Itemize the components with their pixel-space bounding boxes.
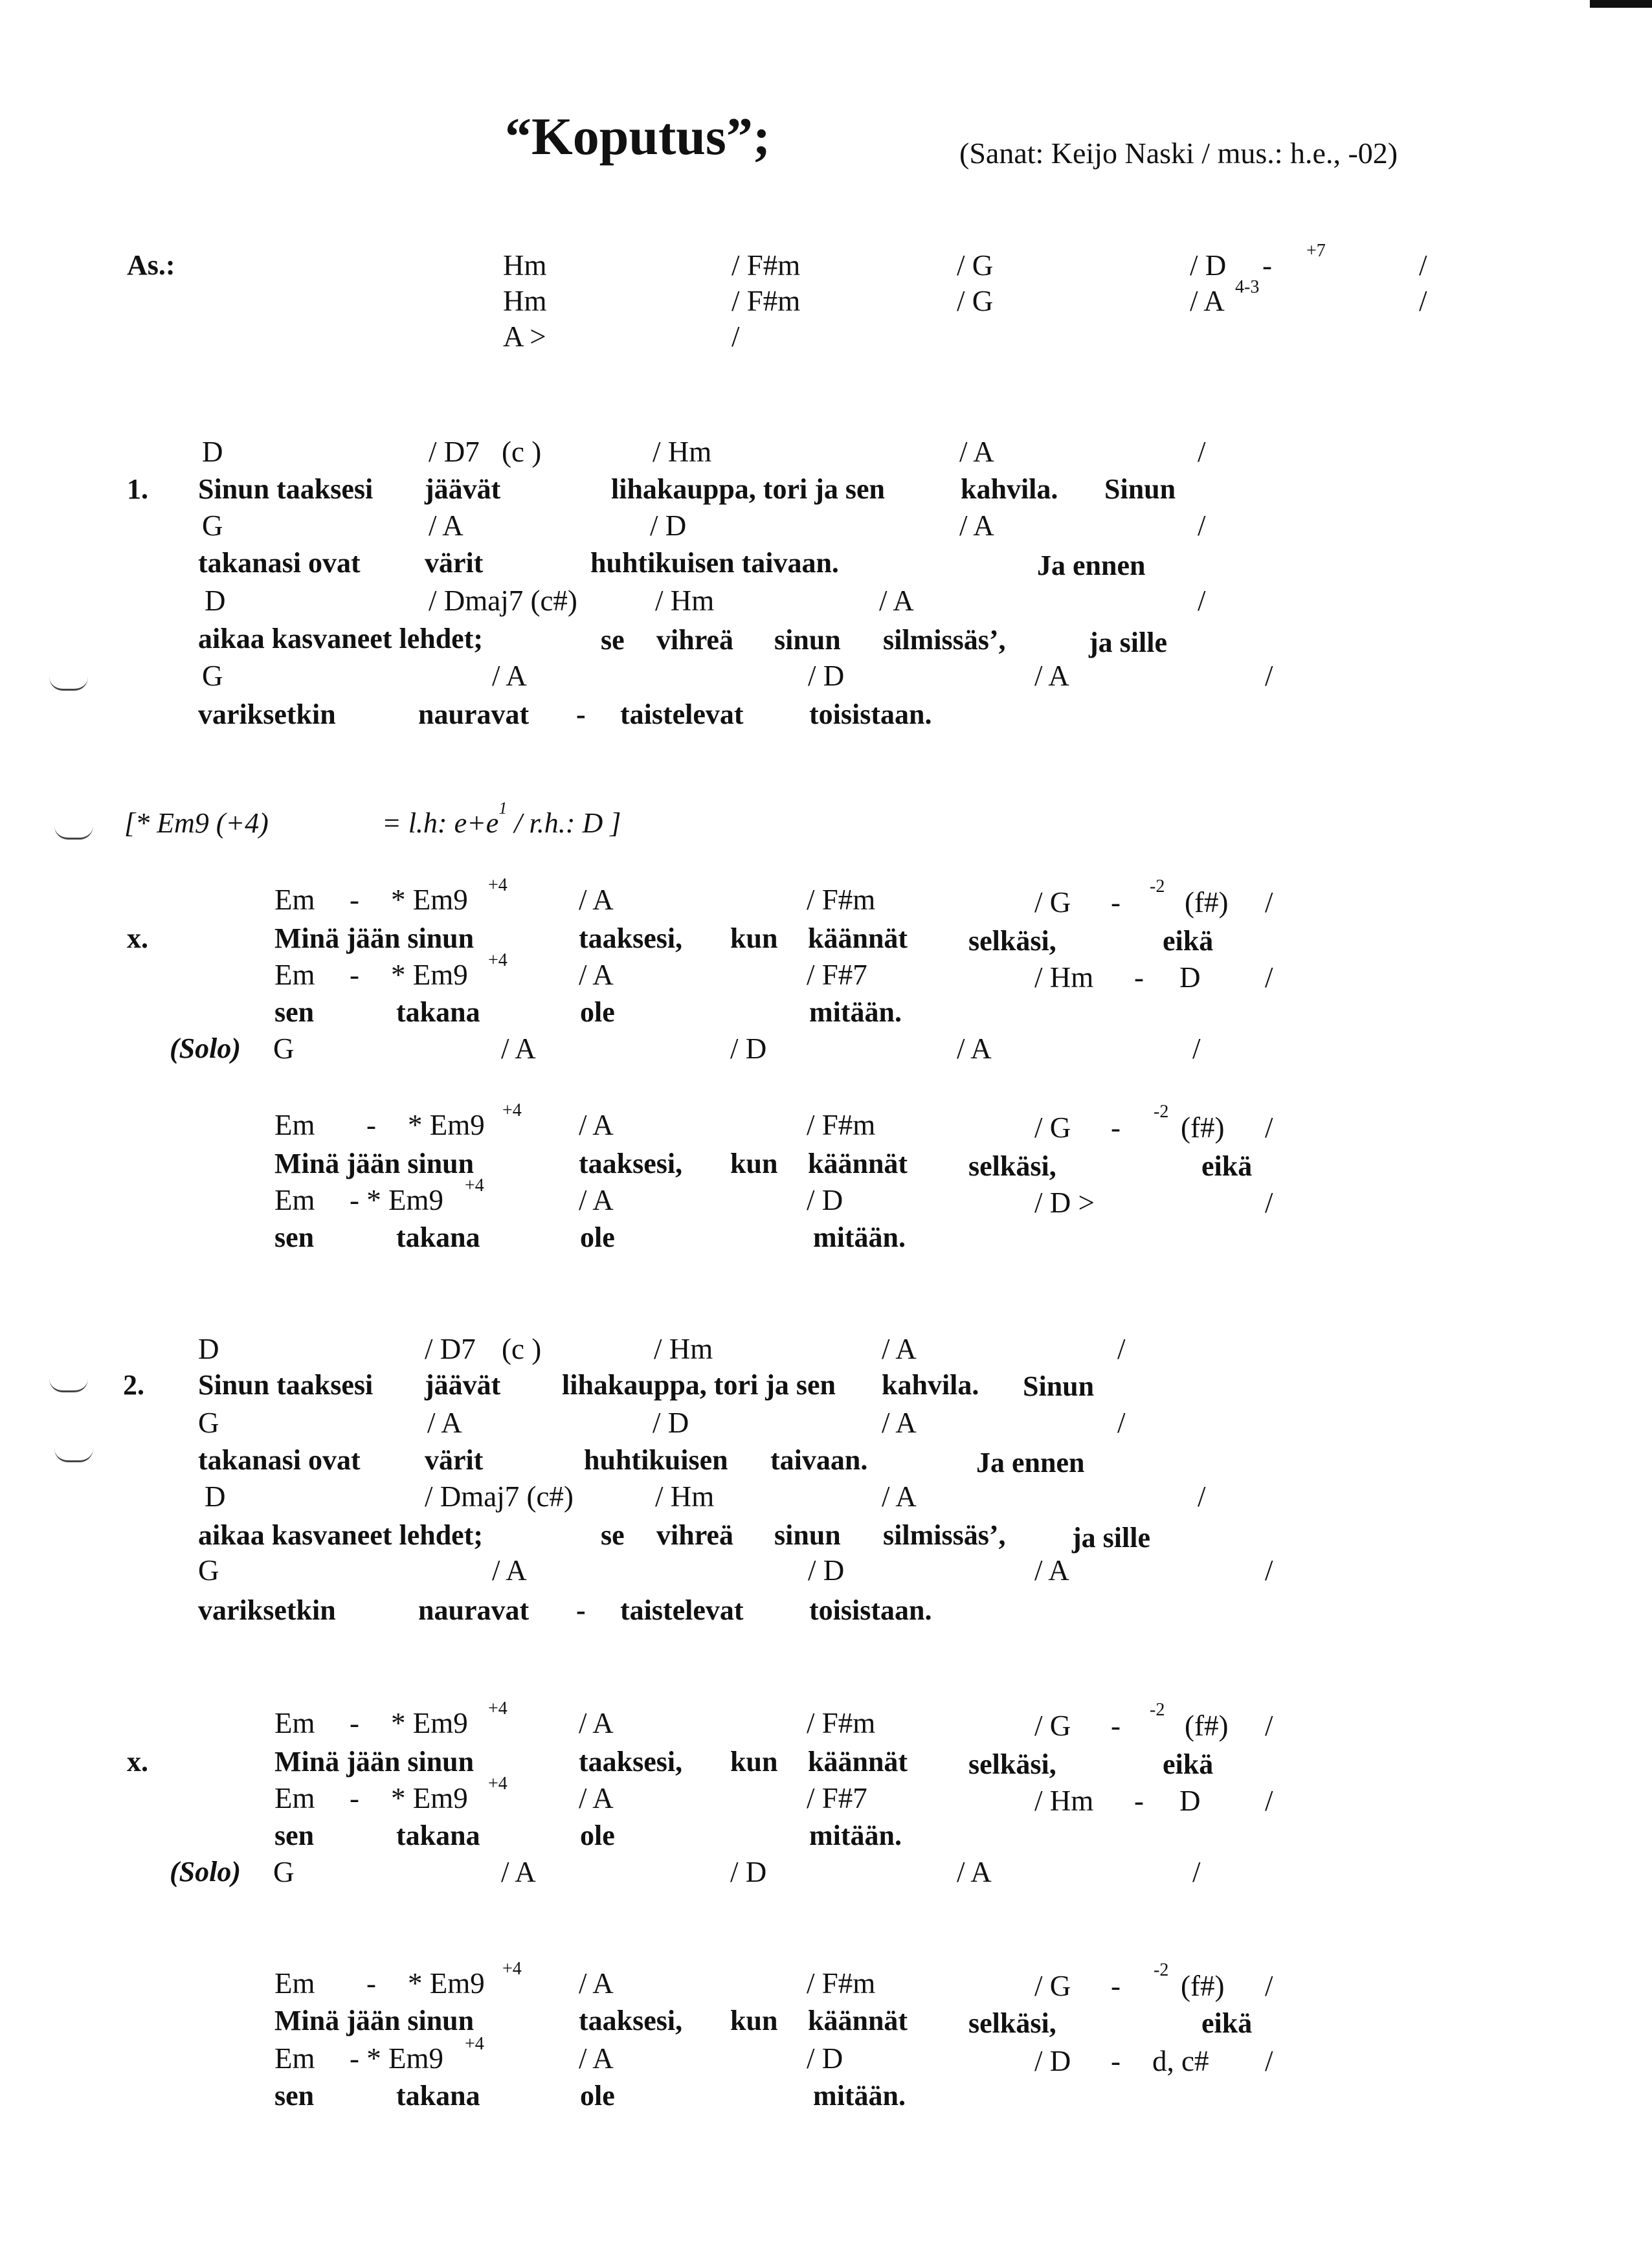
chord-extension: +4 (488, 1699, 508, 1719)
chord: * Em9 (408, 1967, 485, 2000)
lyric: taivaan. (770, 1444, 868, 1476)
chord-extension: +7 (1306, 241, 1326, 261)
chord: Em (274, 1967, 315, 2000)
chord: / G (1034, 886, 1071, 919)
chord: / A (1034, 1554, 1069, 1587)
chorus-label: x. (127, 1746, 148, 1778)
chord: / D (730, 1856, 767, 1888)
lyric: kun (730, 922, 778, 954)
chord: / A (882, 1480, 917, 1513)
chord: / F#m (807, 1109, 876, 1141)
chord: * Em9 (408, 1109, 485, 1141)
bar-line: / (1198, 509, 1206, 542)
chord: / D7 (425, 1333, 476, 1365)
chord: Hm (503, 285, 547, 317)
lyric: kahvila. (882, 1369, 979, 1401)
bar-line: / (1117, 1407, 1126, 1439)
lyric: selkäsi, (968, 925, 1056, 957)
lyric: Minä jään sinun (274, 1746, 474, 1778)
chord: / A (959, 436, 994, 468)
lyric: ole (580, 2080, 615, 2112)
chord: / F#m (731, 249, 801, 282)
chord: G (273, 1032, 295, 1065)
lyric: taaksesi, (579, 1148, 683, 1179)
lyric: lihakauppa, tori ja sen (562, 1369, 836, 1401)
lyric: kun (730, 2005, 778, 2036)
chord: / Hm (1034, 1785, 1094, 1817)
footnote-chord: [* Em9 (+4) (124, 807, 269, 839)
punch-mark (54, 826, 93, 840)
lyric: Minä jään sinun (274, 1148, 474, 1179)
chord: Hm (503, 249, 547, 282)
bar-line: / (1419, 249, 1427, 282)
bar-line: / (1198, 1480, 1206, 1513)
lyric: käännät (808, 2005, 908, 2036)
chord: / D (650, 509, 687, 542)
lyric: se (601, 1519, 625, 1551)
chord: * Em9 (391, 959, 468, 991)
chord: / A (579, 1707, 614, 1739)
lyric: jäävät (425, 473, 501, 505)
chord: / D (1034, 2045, 1071, 2077)
chord-dash: - (1111, 1710, 1121, 1742)
chord: / G (957, 285, 994, 317)
chord: / F#m (807, 884, 876, 916)
chord: / G (1034, 1710, 1071, 1742)
chord-dash: - (350, 1707, 359, 1739)
chord: - * Em9 (350, 2042, 443, 2075)
lyric: eikä (1201, 1150, 1253, 1182)
chord: G (273, 1856, 295, 1888)
lyric: eikä (1201, 2007, 1253, 2039)
chord: / Hm (655, 1480, 715, 1513)
chord: / D > (1034, 1187, 1095, 1219)
lyric: Ja ennen (1037, 550, 1146, 581)
lyric: aikaa kasvaneet lehdet; (198, 1519, 483, 1551)
verse-number: 2. (123, 1369, 144, 1401)
chord: Em (274, 959, 315, 991)
chord: Em (274, 1184, 315, 1216)
lyric: ja sille (1072, 1522, 1150, 1554)
chord: / D (653, 1407, 689, 1439)
lyric: taaksesi, (579, 2005, 683, 2036)
lyric: taistelevat (620, 698, 744, 730)
chord-extension: -2 (1150, 1700, 1165, 1720)
chord-extension: 4-3 (1235, 277, 1260, 297)
chord: / Hm (654, 1333, 713, 1365)
lyric: vihreä (656, 1519, 733, 1551)
chord-bass: (f#) (1185, 1710, 1229, 1742)
punch-mark (49, 1379, 88, 1392)
chord: Em (274, 2042, 315, 2075)
chord: / G (1034, 1970, 1071, 2002)
chord: / A (957, 1856, 992, 1888)
chord: D (1179, 1785, 1201, 1817)
chord: / D7 (429, 436, 480, 468)
chord: D (202, 436, 223, 468)
lyric: mitään. (813, 1221, 906, 1253)
chord: Em (274, 884, 315, 916)
footnote-tail: / r.h.: D ] (507, 807, 621, 839)
chord: / A (579, 1184, 614, 1216)
chord: * Em9 (391, 1707, 468, 1739)
lyric: käännät (808, 1746, 908, 1778)
lyric: Sinun (1104, 473, 1176, 505)
lyric: ja sille (1089, 627, 1167, 658)
lyric: takana (396, 2080, 480, 2112)
lyric: nauravat (418, 1594, 530, 1626)
bar-line: / (1198, 585, 1206, 617)
chord: - * Em9 (350, 1184, 443, 1216)
chord-bass: (c ) (502, 436, 542, 468)
chord: / Hm (653, 436, 712, 468)
chord: / D (730, 1032, 767, 1065)
lyric: sen (274, 1221, 315, 1253)
lyric: käännät (808, 922, 908, 954)
bar-line: / (1265, 961, 1273, 994)
chord: / A (579, 959, 614, 991)
bar-line: / (1265, 2045, 1273, 2077)
lyric: takana (396, 1221, 480, 1253)
bar-line: / (1192, 1032, 1201, 1065)
chord-extension: +4 (488, 950, 508, 970)
chord-extension: +4 (502, 1959, 522, 1979)
chord: / D (807, 1184, 843, 1216)
lyric: ole (580, 1221, 615, 1253)
punch-mark (49, 677, 88, 691)
corner-mark (1590, 0, 1652, 8)
lyric: Minä jään sinun (274, 2005, 474, 2036)
chord: / A (959, 509, 994, 542)
chord: / Hm (1034, 961, 1094, 994)
chorus-label: x. (127, 922, 148, 954)
chord: / Dmaj7 (c#) (425, 1480, 574, 1513)
lyric: käännät (808, 1148, 908, 1179)
chord-extension: -2 (1150, 876, 1165, 897)
chord: / D (808, 1554, 845, 1587)
chord-dash: - (1111, 1111, 1121, 1144)
credits: (Sanat: Keijo Naski / mus.: h.e., -02) (959, 137, 1398, 170)
lyric: kahvila. (961, 473, 1058, 505)
lyric: aikaa kasvaneet lehdet; (198, 623, 483, 654)
lyric: värit (425, 1444, 484, 1476)
bar-line: / (1265, 1111, 1273, 1144)
lyric: taaksesi, (579, 1746, 683, 1778)
chord-dash: - (1111, 1970, 1121, 2002)
lyric: takanasi ovat (198, 547, 361, 579)
lyric: variksetkin (198, 698, 336, 730)
song-title: “Koputus”; (505, 107, 771, 166)
chord: / A (879, 585, 914, 617)
chord: Em (274, 1782, 315, 1814)
chord: G (202, 509, 223, 542)
intro-label: As.: (127, 249, 175, 281)
bar-line: / (1419, 285, 1427, 317)
chord-dash: - (1111, 2045, 1121, 2077)
bar-line: / (1265, 1710, 1273, 1742)
chord-dash: - (1262, 249, 1272, 282)
chord: / D (1190, 249, 1227, 282)
chord: D (1179, 961, 1201, 994)
lyric: selkäsi, (968, 2007, 1056, 2039)
chord: / A (427, 1407, 462, 1439)
chord-bass: (f#) (1181, 1970, 1225, 2002)
chord: / G (957, 249, 994, 282)
chord-dash: - (350, 1782, 359, 1814)
chord-dash: - (366, 1109, 376, 1141)
chord-bass: (f#) (1181, 1111, 1225, 1144)
chord: / F#7 (807, 959, 867, 991)
chord: / A (957, 1032, 992, 1065)
chord: / A (579, 1967, 614, 2000)
chord: / F#m (731, 285, 801, 317)
chord: Em (274, 1109, 315, 1141)
lyric: mitään. (813, 2080, 906, 2112)
lyric: - (576, 1594, 586, 1626)
chord-extension: +4 (488, 1774, 508, 1794)
bar-line: / (1265, 660, 1273, 692)
lyric: taaksesi, (579, 922, 683, 954)
verse-number: 1. (127, 473, 148, 505)
lyric: - (576, 698, 586, 730)
lyric: kun (730, 1746, 778, 1778)
lyric: silmissäs’, (883, 624, 1006, 656)
lyric: ole (580, 996, 615, 1028)
chord-extension: +4 (465, 2034, 484, 2054)
chord-bass: (f#) (1185, 886, 1229, 919)
lyric: sinun (774, 624, 841, 656)
bar-line: / (1265, 1970, 1273, 2002)
bar-line: / (731, 320, 740, 353)
chord: / Dmaj7 (c#) (429, 585, 577, 617)
lyric: ole (580, 1820, 615, 1851)
chord: / A (501, 1856, 536, 1888)
lyric: vihreä (656, 624, 733, 656)
chord: / A (882, 1407, 917, 1439)
lyric: Sinun taaksesi (198, 1369, 374, 1401)
lyric: Sinun taaksesi (198, 473, 374, 505)
chord-extension: +4 (488, 875, 508, 895)
chord: / A (882, 1333, 917, 1365)
chord: / F#m (807, 1967, 876, 2000)
lyric: sen (274, 1820, 315, 1851)
chord: Em (274, 1707, 315, 1739)
chord-dash: - (1111, 886, 1121, 919)
lyric: sinun (774, 1519, 841, 1551)
chord: G (198, 1554, 219, 1587)
bar-line: / (1265, 886, 1273, 919)
footnote-sup: 1 (498, 799, 508, 818)
lyric: toisistaan. (809, 698, 932, 730)
chord: G (202, 660, 223, 692)
lyric: se (601, 624, 625, 656)
lyric: mitään. (809, 996, 902, 1028)
solo-label: (Solo) (170, 1032, 241, 1064)
lyric: sen (274, 2080, 315, 2112)
chord: A > (503, 320, 546, 353)
bar-line: / (1117, 1333, 1126, 1365)
lyric: eikä (1163, 925, 1214, 957)
chord: / A (579, 884, 614, 916)
lyric: Ja ennen (976, 1447, 1085, 1478)
chord: / A (429, 509, 463, 542)
lyric: Minä jään sinun (274, 922, 474, 954)
lyric: mitään. (809, 1820, 902, 1851)
lyric: taistelevat (620, 1594, 744, 1626)
lyric: jäävät (425, 1369, 501, 1401)
lyric: nauravat (418, 698, 530, 730)
lyric: huhtikuisen (584, 1444, 728, 1476)
bar-line: / (1265, 1187, 1273, 1219)
lyric: variksetkin (198, 1594, 336, 1626)
lyric: Sinun (1023, 1370, 1095, 1402)
chord: / A (579, 2042, 614, 2075)
chord-bass: d, c# (1152, 2045, 1209, 2077)
bar-line: / (1192, 1856, 1201, 1888)
lyric: silmissäs’, (883, 1519, 1006, 1551)
chord: / A (1034, 660, 1069, 692)
chord: * Em9 (391, 1782, 468, 1814)
lyric: kun (730, 1148, 778, 1179)
chord: / A (492, 660, 527, 692)
chord-extension: -2 (1154, 1102, 1169, 1122)
chord: / G (1034, 1111, 1071, 1144)
lyric: värit (425, 547, 484, 579)
chord: / A (579, 1782, 614, 1814)
bar-line: / (1265, 1554, 1273, 1587)
chord: / F#7 (807, 1782, 867, 1814)
footnote-text: = l.h: e+e (382, 807, 499, 839)
lyric: takana (396, 1820, 480, 1851)
lyric: toisistaan. (809, 1594, 932, 1626)
chord-extension: +4 (502, 1100, 522, 1120)
chord: G (198, 1407, 219, 1439)
chord-dash: - (1134, 1785, 1144, 1817)
chord: / D (807, 2042, 843, 2075)
chord-extension: -2 (1154, 1960, 1169, 1980)
chord: D (205, 585, 226, 617)
lyric: takanasi ovat (198, 1444, 361, 1476)
chord: / A (492, 1554, 527, 1587)
lyric: takana (396, 996, 480, 1028)
chord: * Em9 (391, 884, 468, 916)
chord: / F#m (807, 1707, 876, 1739)
lyric: selkäsi, (968, 1748, 1056, 1780)
lyric: huhtikuisen taivaan. (590, 547, 839, 579)
chord-extension: +4 (465, 1176, 484, 1196)
chord-dash: - (366, 1967, 376, 2000)
chord: D (205, 1480, 226, 1513)
solo-label: (Solo) (170, 1856, 241, 1888)
chord: / D (808, 660, 845, 692)
chord: / Hm (655, 585, 715, 617)
chord: D (198, 1333, 219, 1365)
bar-line: / (1198, 436, 1206, 468)
chord: / A (1190, 285, 1225, 317)
chord-dash: - (1134, 961, 1144, 994)
chord-dash: - (350, 959, 359, 991)
chord-bass: (c ) (502, 1333, 542, 1365)
lyric: selkäsi, (968, 1150, 1056, 1182)
chord: / A (501, 1032, 536, 1065)
lyric: lihakauppa, tori ja sen (611, 473, 885, 505)
lyric: sen (274, 996, 315, 1028)
lyric: eikä (1163, 1748, 1214, 1780)
chord-dash: - (350, 884, 359, 916)
chord: / A (579, 1109, 614, 1141)
punch-mark (54, 1449, 93, 1462)
footnote-definition (382, 799, 621, 839)
bar-line: / (1265, 1785, 1273, 1817)
